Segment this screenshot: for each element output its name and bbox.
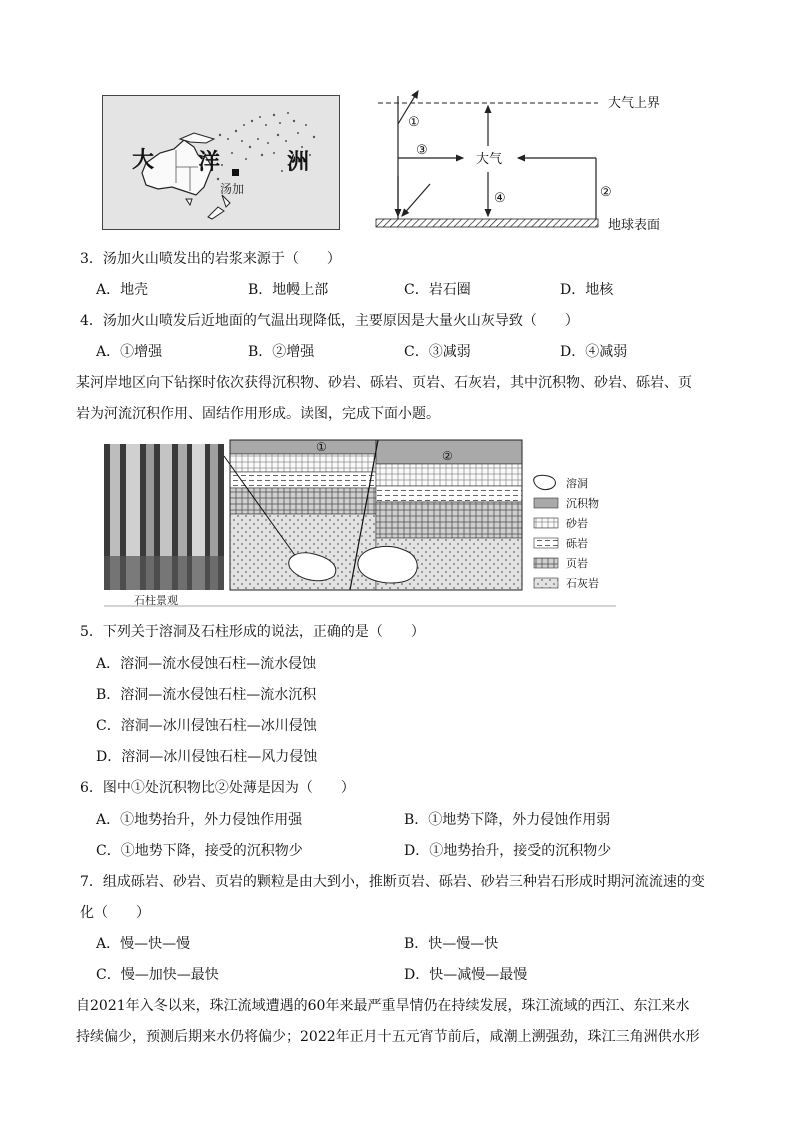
q5-option-b[interactable]: B．溶洞—流水侵蚀石柱—流水沉积 xyxy=(96,687,317,703)
q4-option-c[interactable]: C．③减弱 xyxy=(404,344,471,360)
q7-option-a[interactable]: A．慢—快—慢 xyxy=(96,936,191,952)
legend-swatch-limestone xyxy=(534,578,558,588)
arrow-2-label: ② xyxy=(600,185,612,200)
legend-swatch-sediment xyxy=(534,498,558,508)
strata-mark-1: ① xyxy=(316,440,327,454)
q3-stem: 3．汤加火山喷发出的岩浆来源于（ ） xyxy=(80,251,341,267)
q5-option-d[interactable]: D．溶洞—冰川侵蚀石柱—风力侵蚀 xyxy=(96,749,318,765)
map-label-yang: 洋 xyxy=(198,149,221,175)
arrow-1-label: ① xyxy=(408,115,420,130)
tonga-marker xyxy=(232,169,239,176)
arrow-4-label: ④ xyxy=(494,191,506,206)
strata-figure xyxy=(104,438,616,608)
stone-pillar-photo xyxy=(104,444,224,590)
cave-right xyxy=(358,546,417,583)
passage3-line2: 持续偏少，预测后期来水仍将偏少；2022年正月十五元宵节前后，咸潮上溯强劲，珠江三角洲供水形 xyxy=(76,1029,700,1045)
legend-label-limestone: 石灰岩 xyxy=(566,577,599,590)
q6-option-b[interactable]: B．①地势下降，外力侵蚀作用弱 xyxy=(404,812,611,828)
legend-label-cave: 溶洞 xyxy=(566,477,588,490)
map-label-da: 大 xyxy=(132,147,155,173)
legend-swatch-shale xyxy=(534,558,558,568)
q7-stem-line2: 化（ ） xyxy=(80,905,150,921)
strata-legend xyxy=(534,475,599,590)
passage2-line1: 某河岸地区向下钻探时依次获得沉积物、砂岩、砾岩、页岩、石灰岩，其中沉积物、砂岩、砾岩、页 xyxy=(76,375,692,391)
atmosphere-top-label: 大气上界 xyxy=(608,96,661,111)
legend-label-sediment: 沉积物 xyxy=(566,497,599,510)
passage3-line1: 自2021年入冬以来，珠江流域遭遇的60年来最严重旱情仍在持续发展，珠江流域的西江、东江来水 xyxy=(76,998,690,1014)
map-label-zhou: 洲 xyxy=(287,149,310,175)
q4-option-b[interactable]: B．②增强 xyxy=(248,344,315,360)
earth-surface-label: 地球表面 xyxy=(608,218,661,233)
legend-swatch-sandstone xyxy=(534,518,558,528)
q7-option-b[interactable]: B．快—慢—快 xyxy=(404,936,499,952)
q5-option-c[interactable]: C．溶洞—冰川侵蚀石柱—冰川侵蚀 xyxy=(96,718,317,734)
q4-option-a[interactable]: A．①增强 xyxy=(96,344,163,360)
photo-caption: 石柱景观 xyxy=(134,594,178,607)
atmosphere-diagram-figure xyxy=(368,86,678,236)
q4-stem: 4．汤加火山喷发后近地面的气温出现降低，主要原因是大量火山灰导致（ ） xyxy=(80,313,579,329)
q3-option-a[interactable]: A．地壳 xyxy=(96,282,149,298)
legend-swatch-conglomerate xyxy=(534,538,558,548)
legend-label-sandstone: 砂岩 xyxy=(566,517,588,530)
q7-stem-line1: 7．组成砾岩、砂岩、页岩的颗粒是由大到小，推断页岩、砾岩、砂岩三种岩石形成时期河流流速的变 xyxy=(80,874,705,890)
q7-option-c[interactable]: C．慢—加快—最快 xyxy=(96,967,219,983)
strata-mark-2: ② xyxy=(442,449,453,463)
q6-option-a[interactable]: A．①地势抬升，外力侵蚀作用强 xyxy=(96,812,303,828)
passage2-line2: 岩为河流沉积作用、固结作用形成。读图，完成下面小题。 xyxy=(76,406,440,422)
q4-option-d[interactable]: D．④减弱 xyxy=(560,344,628,360)
q3-option-c[interactable]: C．岩石圈 xyxy=(404,282,471,298)
q7-option-d[interactable]: D．快—减慢—最慢 xyxy=(404,967,528,983)
atmosphere-center-label: 大气 xyxy=(476,152,503,167)
q5-option-a[interactable]: A．溶洞—流水侵蚀石柱—流水侵蚀 xyxy=(96,656,317,672)
earth-surface xyxy=(376,219,598,227)
q5-stem: 5．下列关于溶洞及石柱形成的说法，正确的是（ ） xyxy=(80,624,425,640)
q3-option-b[interactable]: B．地幔上部 xyxy=(248,282,329,298)
map-label-tonga: 汤加 xyxy=(220,182,245,196)
legend-label-shale: 页岩 xyxy=(566,557,588,570)
q6-option-c[interactable]: C．①地势下降，接受的沉积物少 xyxy=(96,843,303,859)
arrow-3-label: ③ xyxy=(416,143,428,158)
oceania-map-figure xyxy=(102,95,340,230)
q6-stem: 6．图中①处沉积物比②处薄是因为（ ） xyxy=(80,780,355,796)
legend-label-conglomerate: 砾岩 xyxy=(566,537,588,550)
legend-swatch-cave xyxy=(534,475,556,489)
q3-option-d[interactable]: D．地核 xyxy=(560,282,614,298)
q6-option-d[interactable]: D．①地势抬升，接受的沉积物少 xyxy=(404,843,612,859)
